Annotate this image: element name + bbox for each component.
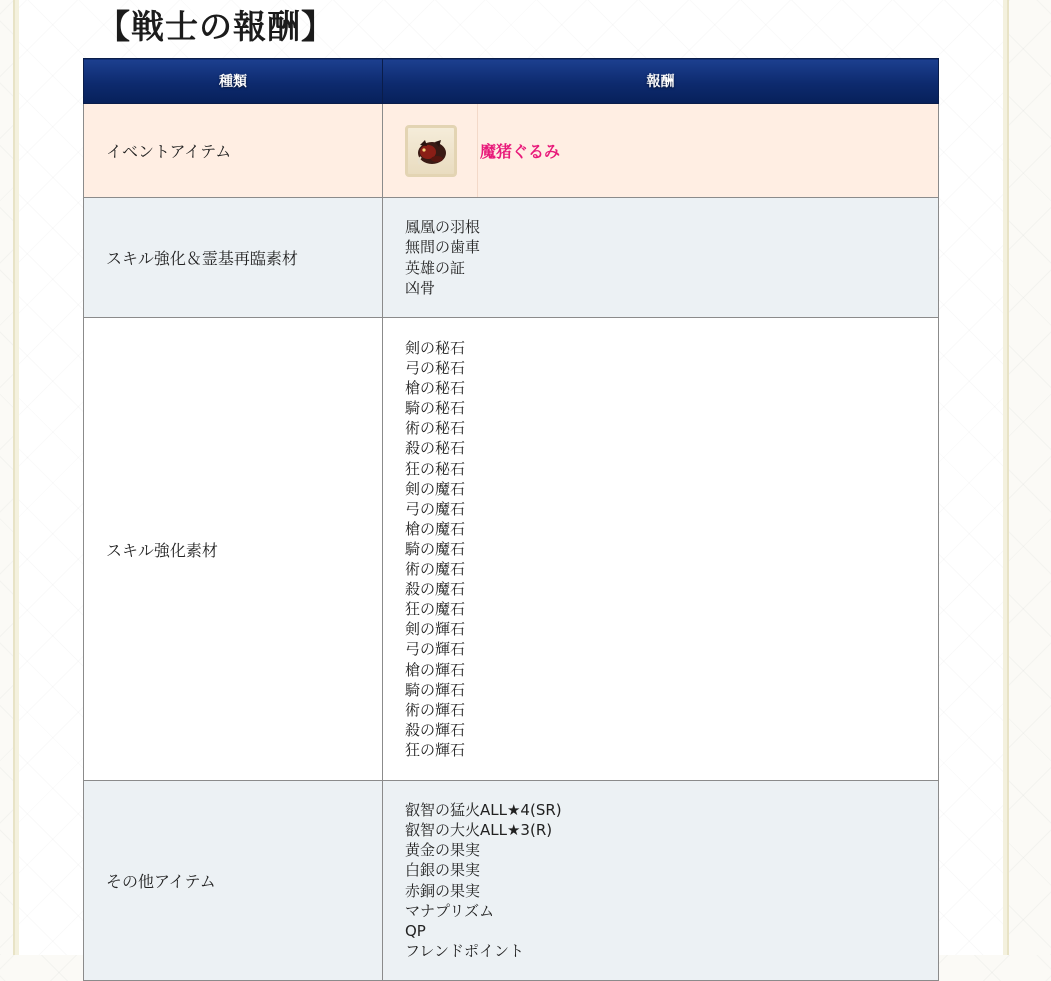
list-item: 黄金の果実 <box>405 841 481 860</box>
list-item: 狂の魔石 <box>405 600 466 619</box>
header-reward: 報酬 <box>383 59 939 104</box>
list-item: 殺の輝石 <box>405 720 466 739</box>
row-type-label: スキル強化＆霊基再臨素材 <box>84 198 383 318</box>
event-item-name[interactable]: 魔猪ぐるみ <box>480 142 561 161</box>
list-item: 術の魔石 <box>405 560 466 579</box>
list-item: 叡智の猛火ALL★4(SR) <box>405 801 562 820</box>
list-item: 剣の魔石 <box>405 479 466 498</box>
reward-cell-skill <box>383 318 939 781</box>
list-item: 剣の輝石 <box>405 620 466 639</box>
list-item: 弓の魔石 <box>405 499 466 518</box>
row-type-label: その他アイテム <box>84 781 383 981</box>
page-title: 【戦士の報酬】 <box>97 7 335 46</box>
table-row-skill-materials <box>84 318 939 781</box>
list-item: 騎の輝石 <box>405 680 466 699</box>
list-item: 剣の秘石 <box>405 339 466 358</box>
list-item: 英雄の証 <box>405 258 466 277</box>
list-item: 叡智の大火ALL★3(R) <box>405 821 553 840</box>
list-item: 槍の輝石 <box>405 660 466 679</box>
list-item: 赤銅の果実 <box>405 881 481 900</box>
list-item: 槍の魔石 <box>405 519 466 538</box>
event-item <box>405 104 930 197</box>
list-item: 鳳凰の羽根 <box>405 218 481 237</box>
boar-plush-icon[interactable] <box>405 125 457 177</box>
list-item: 凶骨 <box>405 278 436 297</box>
table-header-row <box>84 59 939 104</box>
reward-item-list <box>405 217 930 297</box>
list-item: 無間の歯車 <box>405 238 481 257</box>
reward-item-list <box>405 800 930 961</box>
reward-table <box>83 58 939 981</box>
row-type-label: イベントアイテム <box>84 104 383 198</box>
list-item: 術の秘石 <box>405 419 466 438</box>
list-item: 術の輝石 <box>405 700 466 719</box>
list-item: 弓の輝石 <box>405 640 466 659</box>
list-item: 槍の秘石 <box>405 379 466 398</box>
list-item: 白銀の果実 <box>405 861 481 880</box>
reward-cell-other <box>383 781 939 981</box>
reward-cell-event <box>383 104 939 198</box>
list-item: 殺の秘石 <box>405 439 466 458</box>
list-item: QP <box>405 921 426 940</box>
list-item: マナプリズム <box>405 901 495 920</box>
table-row-ascension-materials <box>84 198 939 318</box>
table-row-event-item <box>84 104 939 198</box>
list-item: フレンドポイント <box>405 941 525 960</box>
list-item: 騎の秘石 <box>405 399 466 418</box>
list-item: 殺の魔石 <box>405 580 466 599</box>
list-item: 狂の輝石 <box>405 740 466 759</box>
icon-divider <box>477 104 478 197</box>
reward-cell-ascension <box>383 198 939 318</box>
reward-item-list <box>405 338 930 760</box>
list-item: 弓の秘石 <box>405 359 466 378</box>
row-type-label: スキル強化素材 <box>84 318 383 781</box>
table-row-other-items <box>84 781 939 981</box>
list-item: 狂の秘石 <box>405 459 466 478</box>
list-item: 騎の魔石 <box>405 539 466 558</box>
header-type: 種類 <box>84 59 383 104</box>
